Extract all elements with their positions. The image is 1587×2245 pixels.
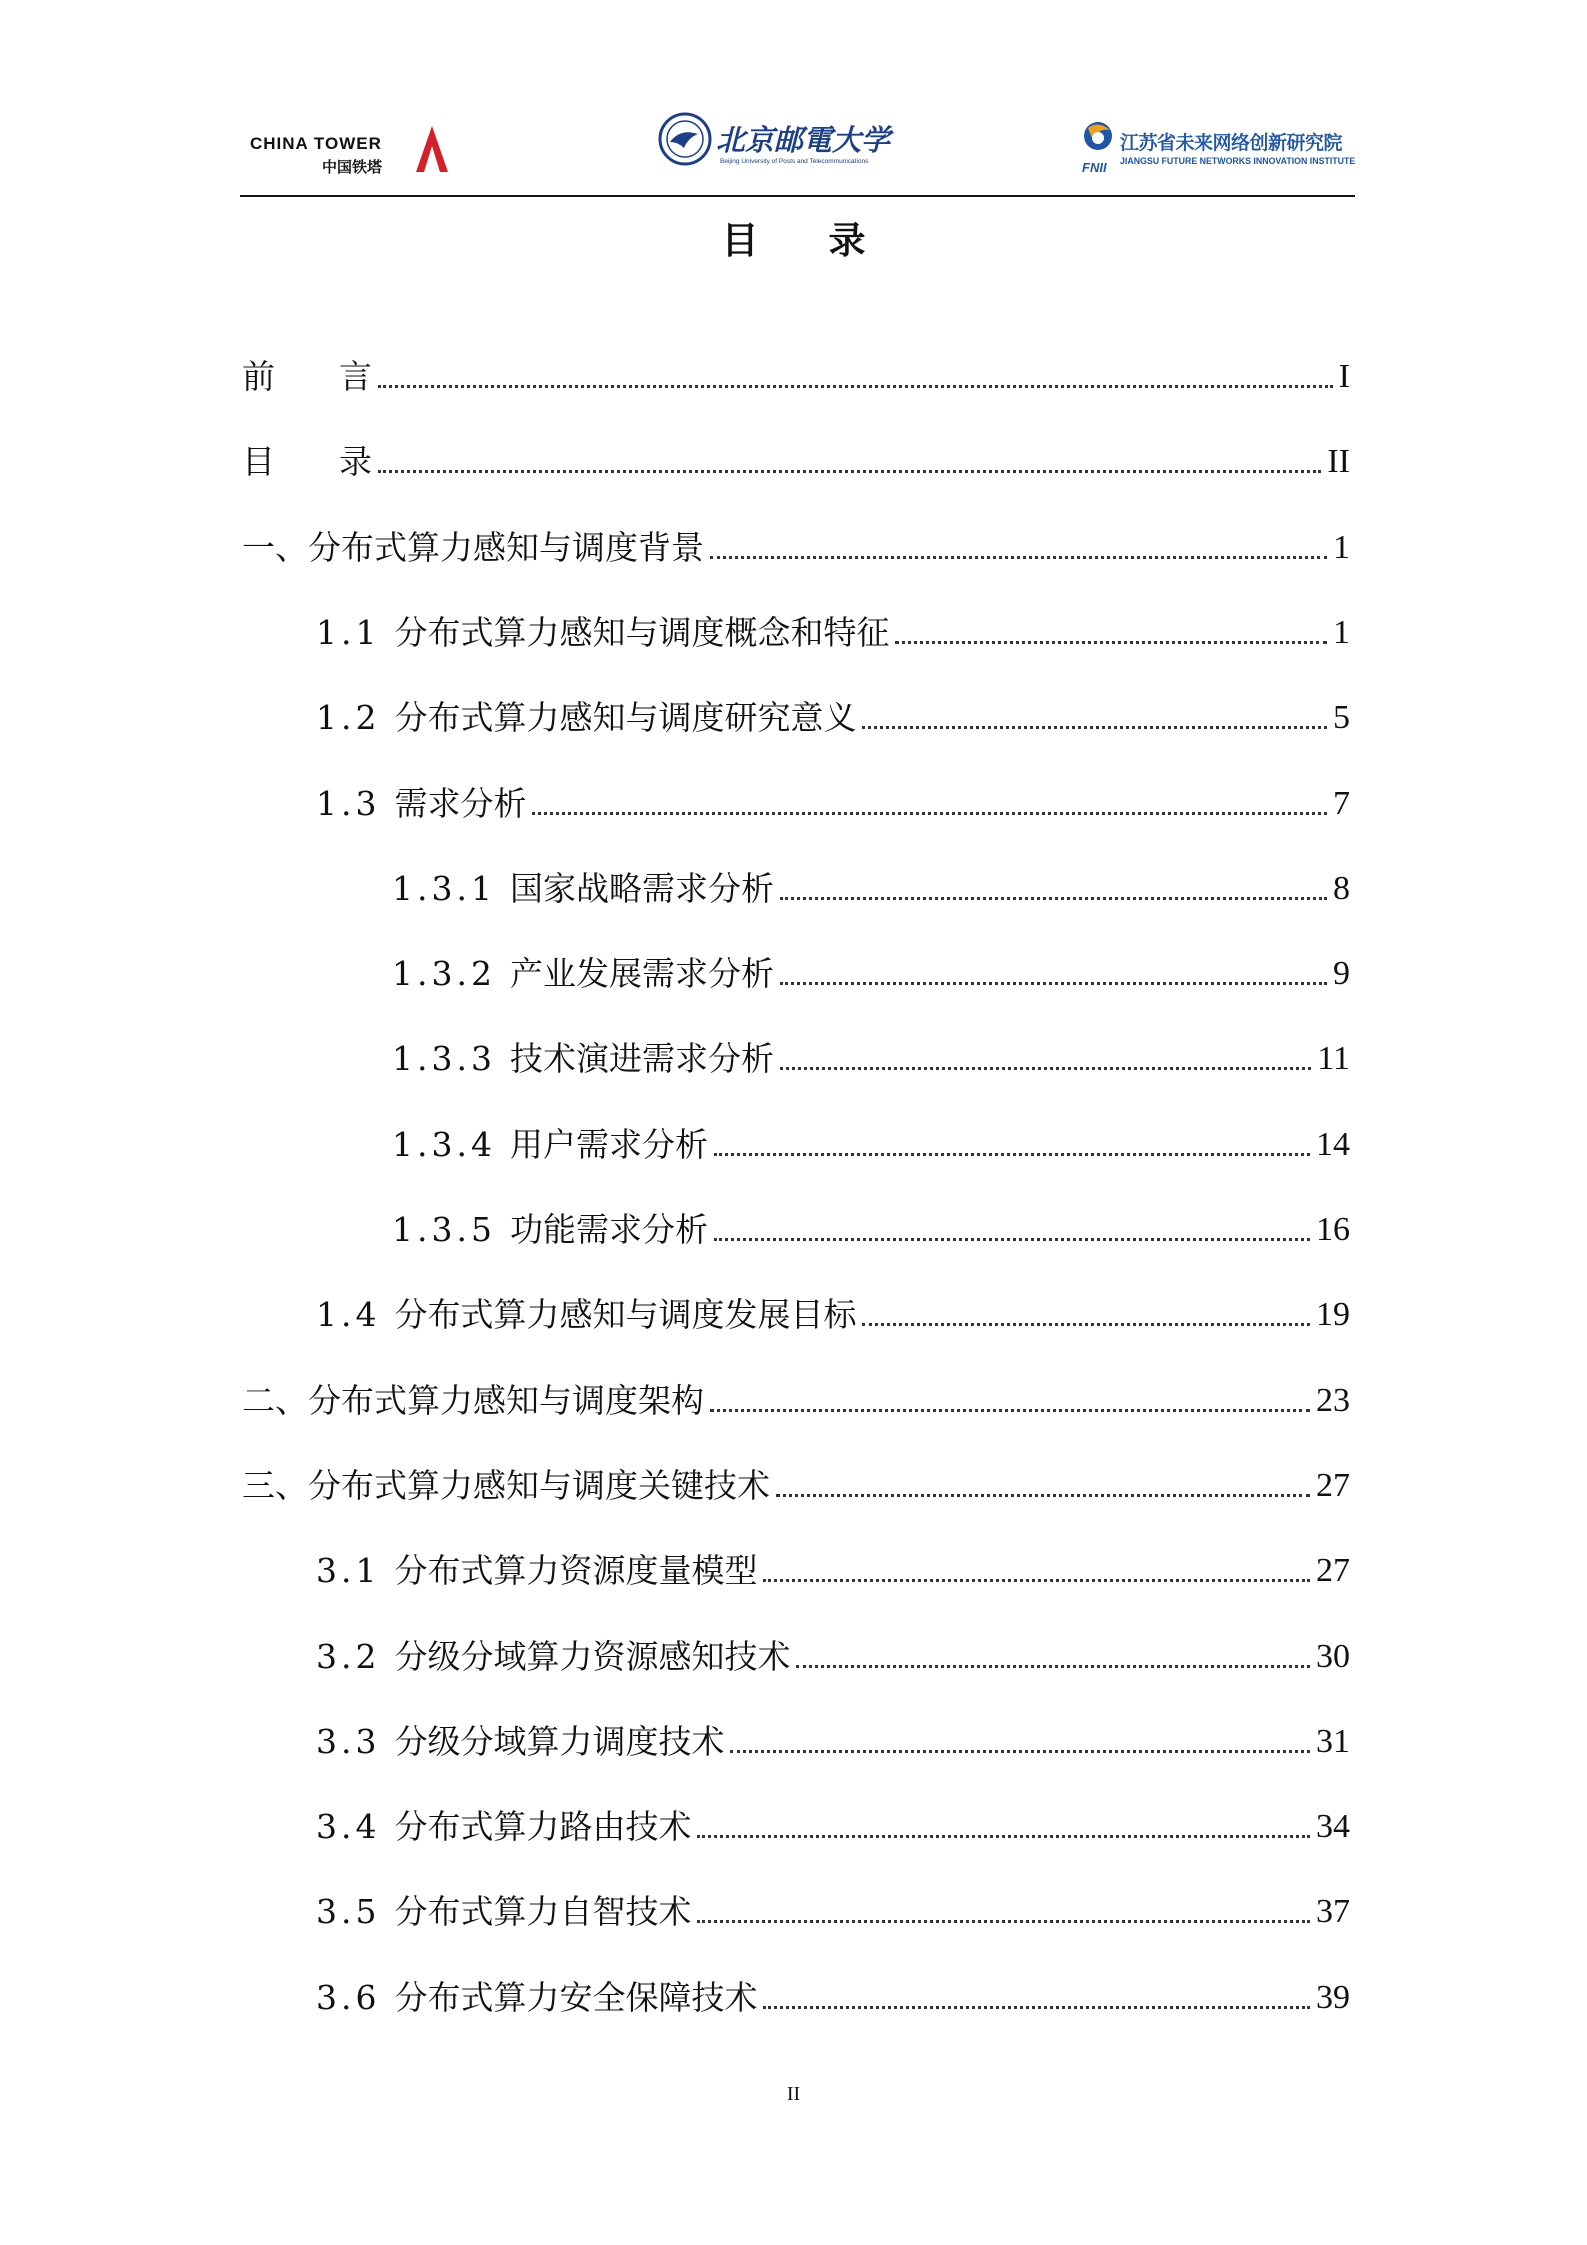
- toc-entry-number: 1.2: [316, 698, 381, 738]
- toc-entry[interactable]: [316, 1617, 1350, 1677]
- toc-entry-page: 1: [1333, 528, 1350, 566]
- toc-entry-page: 8: [1333, 869, 1350, 907]
- toc-entry-text: 分布式算力感知与调度概念和特征: [394, 612, 890, 652]
- toc-entry-label: [316, 784, 526, 824]
- toc-entry-page: 7: [1333, 784, 1350, 822]
- toc-entry-number: 3.3: [316, 1721, 381, 1761]
- bupt-logo-cn: 北京邮電大学: [716, 123, 891, 157]
- fnii-logo-abbr: FNII: [1082, 160, 1107, 175]
- toc-entry-page: 37: [1316, 1893, 1350, 1931]
- toc-entry-text: 分布式算力安全保障技术: [394, 1977, 758, 2017]
- toc-dot-leader: [710, 556, 1327, 559]
- toc-dot-leader: [697, 1920, 1310, 1923]
- page-title: 目录: [721, 218, 936, 262]
- toc-dot-leader: [763, 1579, 1310, 1582]
- bupt-logo: [658, 112, 891, 182]
- toc-entry[interactable]: [242, 337, 1350, 397]
- toc-entry-label: [392, 869, 774, 909]
- toc-entry[interactable]: [316, 1958, 1350, 2018]
- toc-entry-number: 1.3.3: [392, 1039, 496, 1079]
- toc-entry-label: [316, 1807, 691, 1847]
- toc-entry-number: 1.3: [316, 783, 381, 823]
- toc-dot-leader: [532, 812, 1327, 815]
- toc-entry-label: [392, 1039, 774, 1079]
- china-tower-logo-en: CHINA TOWER: [250, 134, 382, 153]
- toc-entry-text: 目录: [242, 442, 372, 482]
- toc-entry-text: 产业发展需求分析: [509, 954, 774, 994]
- toc-dot-leader: [714, 1238, 1310, 1241]
- toc-entry-page: II: [1327, 443, 1350, 481]
- toc-entry-number: 3.1: [316, 1551, 381, 1591]
- toc-entry[interactable]: [242, 422, 1350, 482]
- toc-entry[interactable]: [316, 1275, 1350, 1335]
- toc-entry[interactable]: [316, 1531, 1350, 1591]
- toc-dot-leader: [796, 1665, 1310, 1668]
- toc-entry-label: [316, 1722, 724, 1762]
- toc-entry[interactable]: [316, 593, 1350, 653]
- toc-entry-text: 分级分域算力资源感知技术: [394, 1636, 791, 1676]
- fnii-logo: [1082, 118, 1355, 182]
- toc-entry-number: 3.2: [316, 1636, 381, 1676]
- toc-dot-leader: [714, 1153, 1310, 1156]
- toc-entry[interactable]: [316, 678, 1350, 738]
- toc-entry-label: [316, 1551, 757, 1591]
- toc-entry-page: 27: [1316, 1552, 1350, 1590]
- toc-entry-label: [316, 698, 856, 738]
- toc-dot-leader: [776, 1494, 1310, 1497]
- toc-entry-number: 1.3.5: [392, 1210, 496, 1249]
- bupt-logo-en: Beijing University of Posts and Telecommunications: [720, 158, 869, 165]
- toc-entry-page: 19: [1316, 1296, 1350, 1334]
- toc-entry[interactable]: [316, 1787, 1350, 1847]
- toc-entry[interactable]: [316, 764, 1350, 824]
- toc-entry-page: 30: [1316, 1637, 1350, 1675]
- toc-entry[interactable]: [392, 934, 1350, 994]
- toc-entry[interactable]: [242, 508, 1350, 568]
- toc-entry-label: [242, 442, 372, 482]
- footer-page-number: II: [786, 2083, 801, 2105]
- toc-entry-text: 国家战略需求分析: [509, 868, 774, 908]
- toc-entry-label: [392, 1125, 708, 1165]
- toc-entry-page: 27: [1316, 1466, 1350, 1504]
- toc-entry[interactable]: [392, 1190, 1350, 1250]
- toc-entry-label: [316, 1892, 691, 1932]
- toc-dot-leader: [710, 1409, 1310, 1412]
- toc-dot-leader: [780, 1067, 1311, 1070]
- china-tower-mark-icon: [414, 124, 450, 174]
- toc-dot-leader: [763, 2006, 1310, 2009]
- toc-dot-leader: [730, 1750, 1310, 1753]
- toc-entry-text: 三、分布式算力感知与调度关键技术: [242, 1465, 770, 1505]
- toc-entry-number: 3.4: [316, 1807, 381, 1847]
- toc-entry-label: [242, 528, 704, 568]
- china-tower-logo: [250, 122, 450, 182]
- toc-dot-leader: [780, 982, 1327, 985]
- toc-entry-page: 9: [1333, 955, 1350, 993]
- toc-dot-leader: [862, 1323, 1310, 1326]
- toc-entry[interactable]: [316, 1872, 1350, 1932]
- fnii-mark-icon: [1082, 118, 1116, 158]
- toc-dot-leader: [895, 641, 1327, 644]
- fnii-logo-en: JIANGSU FUTURE NETWORKS INNOVATION INSTITUTE: [1120, 156, 1356, 166]
- header-divider: [240, 195, 1355, 197]
- toc-entry-text: 分布式算力自智技术: [394, 1892, 692, 1932]
- toc-entry-text: 分布式算力感知与调度研究意义: [394, 698, 857, 738]
- toc-entry-number: 1.3.1: [392, 868, 496, 908]
- toc-entry-page: I: [1338, 358, 1350, 395]
- fnii-logo-cn: 江苏省未来网络创新研究院: [1120, 132, 1343, 154]
- toc-entry-text: 分布式算力资源度量模型: [394, 1551, 758, 1591]
- toc-entry-page: 14: [1316, 1125, 1350, 1163]
- toc-dot-leader: [378, 385, 1333, 388]
- toc-entry-number: 3.6: [316, 1977, 381, 2017]
- toc-entry-text: 一、分布式算力感知与调度背景: [242, 527, 704, 567]
- toc-entry-text: 技术演进需求分析: [509, 1039, 774, 1079]
- toc-entry-text: 分布式算力感知与调度发展目标: [394, 1295, 857, 1335]
- toc-entry[interactable]: [392, 1105, 1350, 1165]
- toc-dot-leader: [862, 726, 1327, 729]
- toc-dot-leader: [780, 897, 1327, 900]
- toc-entry-number: 3.5: [316, 1892, 381, 1932]
- toc-entry-text: 功能需求分析: [509, 1210, 708, 1249]
- toc-entry-page: 39: [1316, 1978, 1350, 2016]
- toc-entry-number: 1.1: [316, 612, 381, 652]
- toc-entry-label: [242, 1381, 704, 1421]
- toc-entry-text: 用户需求分析: [509, 1124, 708, 1164]
- bupt-seal-icon: [658, 112, 712, 166]
- china-tower-logo-cn: 中国铁塔: [322, 158, 383, 176]
- toc-entry[interactable]: [242, 1446, 1350, 1506]
- toc-entry-label: [316, 613, 889, 653]
- toc-entry-text: 需求分析: [394, 783, 527, 823]
- toc-entry-label: [392, 954, 774, 994]
- toc-entry-text: 分级分域算力调度技术: [394, 1721, 725, 1761]
- toc-entry-page: 23: [1316, 1381, 1350, 1419]
- toc-entry-text: 分布式算力路由技术: [394, 1807, 692, 1847]
- toc-entry-page: 34: [1316, 1808, 1350, 1846]
- toc-entry-label: [242, 357, 372, 397]
- toc-entry-page: 1: [1333, 613, 1350, 651]
- toc-entry-label: [316, 1295, 856, 1335]
- toc-entry-text: 二、分布式算力感知与调度架构: [242, 1380, 704, 1420]
- toc-entry-label: [242, 1466, 770, 1506]
- toc-entry-number: 1.3.2: [392, 954, 496, 994]
- toc-entry[interactable]: [316, 1702, 1350, 1762]
- toc-entry-page: 31: [1316, 1722, 1350, 1760]
- toc-entry-page: 16: [1316, 1211, 1350, 1248]
- toc-dot-leader: [697, 1835, 1310, 1838]
- toc-entry-label: [316, 1637, 790, 1677]
- toc-entry[interactable]: [392, 1019, 1350, 1079]
- toc-entry[interactable]: [392, 849, 1350, 909]
- toc-entry-page: 5: [1333, 699, 1350, 737]
- toc-entry-number: 1.3.4: [392, 1124, 496, 1164]
- toc-entry-label: [392, 1210, 708, 1250]
- toc-entry-text: 前言: [242, 357, 372, 396]
- toc-dot-leader: [378, 470, 1321, 473]
- toc-entry[interactable]: [242, 1361, 1350, 1421]
- toc-entry-number: 1.4: [316, 1295, 381, 1335]
- page-header: [240, 100, 1355, 196]
- toc-entry-page: 11: [1317, 1040, 1350, 1078]
- toc-entry-label: [316, 1978, 757, 2018]
